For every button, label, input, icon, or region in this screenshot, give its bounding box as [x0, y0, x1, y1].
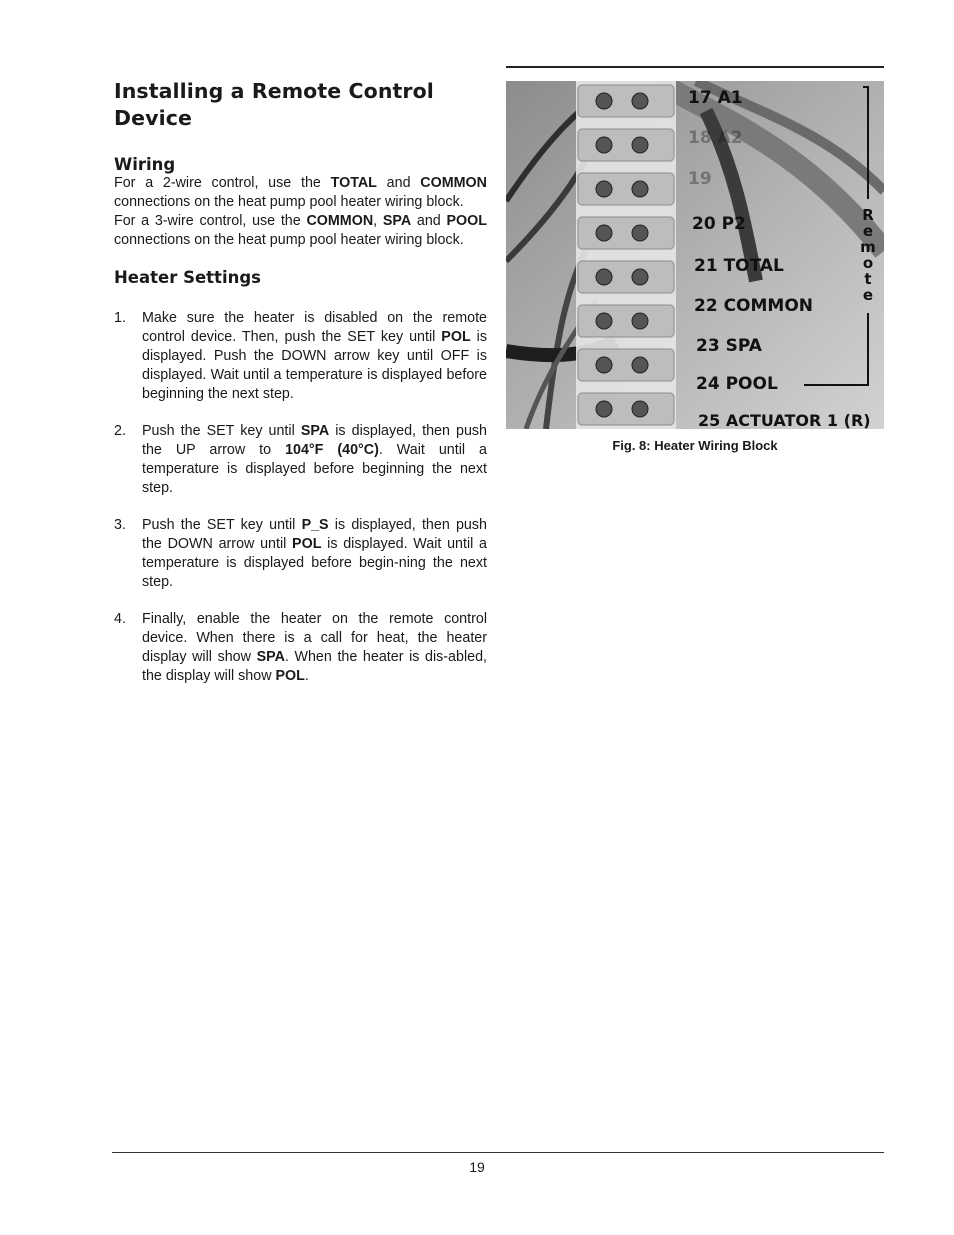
text-run: . When the heater is dis-abled, the display will show [142, 649, 487, 684]
terminal-label: 24 POOL [696, 374, 778, 394]
terminal-label: 23 SPA [696, 336, 762, 356]
text-run: and [411, 213, 447, 229]
page-number: 19 [469, 1159, 485, 1175]
bold-term: POL [275, 668, 305, 684]
term-pool: POOL [446, 213, 487, 229]
wiring-paragraph-1 [114, 174, 487, 212]
wiring-block-photo [506, 81, 884, 429]
step-text [142, 309, 487, 404]
term-spa: SPA [382, 213, 412, 229]
terminal-label: 21 TOTAL [694, 256, 784, 276]
side-letter: e [862, 286, 874, 304]
side-letter: R [862, 206, 874, 224]
text-run: . Wait until a temperature is displayed before beginning the next step. [142, 442, 487, 496]
step-item [114, 516, 487, 592]
steps-list [114, 309, 487, 686]
side-letter: e [862, 222, 874, 240]
text-run: and [376, 175, 421, 191]
bold-term: SPA [256, 649, 285, 665]
heater-settings-heading: Heater Settings [114, 268, 261, 287]
text-run: connections on the heat pump pool heater wiring block. [114, 232, 464, 248]
step-text [142, 610, 487, 686]
text-run: . [304, 668, 309, 684]
figure-caption: Fig. 8: Heater Wiring Block [612, 438, 778, 453]
terminal-label: 17 A1 [688, 88, 743, 108]
step-number: 1. [114, 310, 126, 326]
text-run: is displayed. Push the DOWN arrow key until OFF is displayed. Wait until a temperature is displayed before beginning the next step. [142, 329, 487, 402]
terminal-label: 20 P2 [692, 214, 746, 234]
step-text [142, 422, 487, 498]
terminal-label: 25 ACTUATOR 1 (R) [698, 411, 871, 429]
text-run: Make sure the heater is disabled on the remote control device. Then, push the SET key until [142, 310, 487, 345]
step-number: 3. [114, 517, 126, 533]
step-text [142, 516, 487, 592]
side-letter: t [864, 270, 872, 288]
term-common: COMMON [420, 175, 487, 191]
side-letter: m [860, 238, 876, 256]
step-item [114, 422, 487, 498]
text-run: is displayed. Wait until a temperature is displayed before begin-ning the next step. [142, 536, 487, 590]
step-item [114, 610, 487, 686]
top-rule [506, 66, 884, 68]
wiring-photo-illustration [506, 81, 884, 429]
side-letter: o [862, 254, 874, 272]
bold-term: P_S [301, 517, 329, 533]
step-number: 4. [114, 611, 126, 627]
step-item [114, 309, 487, 404]
bold-term: POL [292, 536, 322, 552]
term-common: COMMON [306, 213, 374, 229]
bold-term: 104°F (40°C) [285, 442, 379, 458]
text-run: For a 2-wire control, use the [114, 175, 331, 191]
text-run: Push the SET key until [142, 517, 302, 533]
text-column [114, 78, 487, 704]
text-run: connections on the heat pump pool heater wiring block. [114, 194, 464, 210]
terminal-label: 18 A2 [688, 128, 743, 148]
bold-term: POL [441, 329, 471, 345]
text-run: , [373, 213, 383, 229]
bold-term: SPA [300, 423, 330, 439]
text-run: is displayed, then push the DOWN arrow until [142, 517, 487, 552]
wiring-heading: Wiring [114, 155, 176, 174]
terminal-label: 19 [688, 169, 712, 189]
page-title: Installing a Remote Control Device [114, 79, 434, 130]
term-total: TOTAL [330, 175, 377, 191]
footer-rule [112, 1152, 884, 1153]
text-run: Finally, enable the heater on the remote control device. When there is a call for heat, the heater display will show [142, 611, 487, 665]
text-run: is displayed, then push the UP arrow to [142, 423, 487, 458]
text-run: Push the SET key until [142, 423, 301, 439]
terminal-label: 22 COMMON [694, 296, 814, 316]
text-run: For a 3-wire control, use the [114, 213, 307, 229]
step-number: 2. [114, 423, 126, 439]
wiring-paragraph-2 [114, 212, 487, 250]
